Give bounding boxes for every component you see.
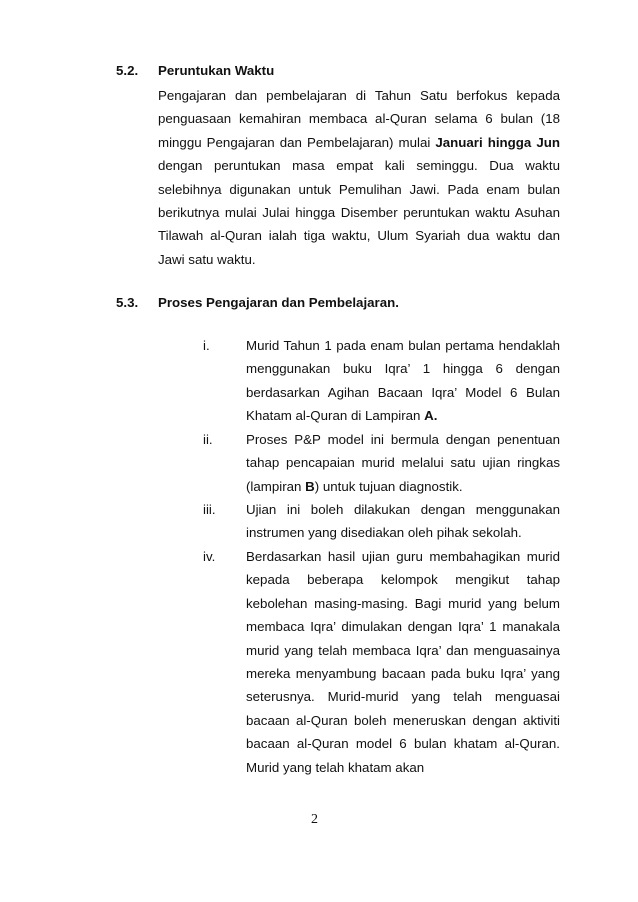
list-item-text-b: ) untuk tujuan diagnostik. [314, 478, 463, 494]
list-item-text [246, 545, 560, 779]
section-5-2-title: Peruntukan Waktu [158, 63, 275, 78]
section-5-2-number: 5.2. [116, 63, 139, 78]
list-item-text-a: Berdasarkan hasil ujian guru membahagikan murid kepada beberapa kelompok mengikut tahap kebolehan masing-masing. Bagi murid yang belum membaca Iqra’ dimulakan dengan Iqra’ 1 manakala murid yang telah membaca Iqra’ dan menguasainya mereka menyambung bacaan pada buku Iqra’ yang seterusnya. Murid-murid yang telah menguasai bacaan al-Quran boleh meneruskan dengan aktiviti bacaan al-Quran model 6 bulan khatam al-Quran. Murid yang telah khatam akan [246, 549, 560, 775]
list-item-text [246, 334, 560, 428]
list-item-text [246, 428, 560, 498]
section-5-2-text-a: Pengajaran dan pembelajaran di Tahun Satu berfokus kepada penguasaan kemahiran membaca al-Quran selama 6 bulan (18 minggu Pengajaran dan Pembelajaran) mulai [158, 88, 560, 150]
list-item-text [246, 498, 560, 545]
section-5-2-paragraph [158, 84, 560, 271]
list-item-number: iii. [203, 502, 216, 517]
list-item-number: iv. [203, 549, 216, 564]
section-5-2-text-b: dengan peruntukan masa empat kali seminggu. Dua waktu selebihnya digunakan untuk Pemulihan Jawi. Pada enam bulan berikutnya mulai Julai hingga Disember peruntukan waktu Asuhan Tilawah al-Quran ialah tiga waktu, Ulum Syariah dua waktu dan Jawi satu waktu. [158, 158, 560, 267]
list-item-number: i. [203, 338, 210, 353]
list-item-number: ii. [203, 432, 213, 447]
list-item-text-bold: A. [424, 408, 438, 424]
page-number: 2 [311, 812, 318, 827]
section-5-3-title: Proses Pengajaran dan Pembelajaran. [158, 295, 399, 310]
section-5-2-text-bold: Januari hingga Jun [435, 134, 560, 150]
list-item-text-bold: B [305, 478, 315, 494]
list-item-text-a: Ujian ini boleh dilakukan dengan menggunakan instrumen yang disediakan oleh pihak sekolah. [246, 502, 560, 541]
list-item-text-a: Murid Tahun 1 pada enam bulan pertama hendaklah menggunakan buku Iqra’ 1 hingga 6 dengan berdasarkan Agihan Bacaan Iqra’ Model 6 Bulan Khatam al-Quran di Lampiran [246, 338, 560, 424]
section-5-3-number: 5.3. [116, 295, 139, 310]
list-item-text-a: Proses P&P model ini bermula dengan penentuan tahap pencapaian murid melalui satu ujian ringkas (lampiran [246, 432, 560, 494]
